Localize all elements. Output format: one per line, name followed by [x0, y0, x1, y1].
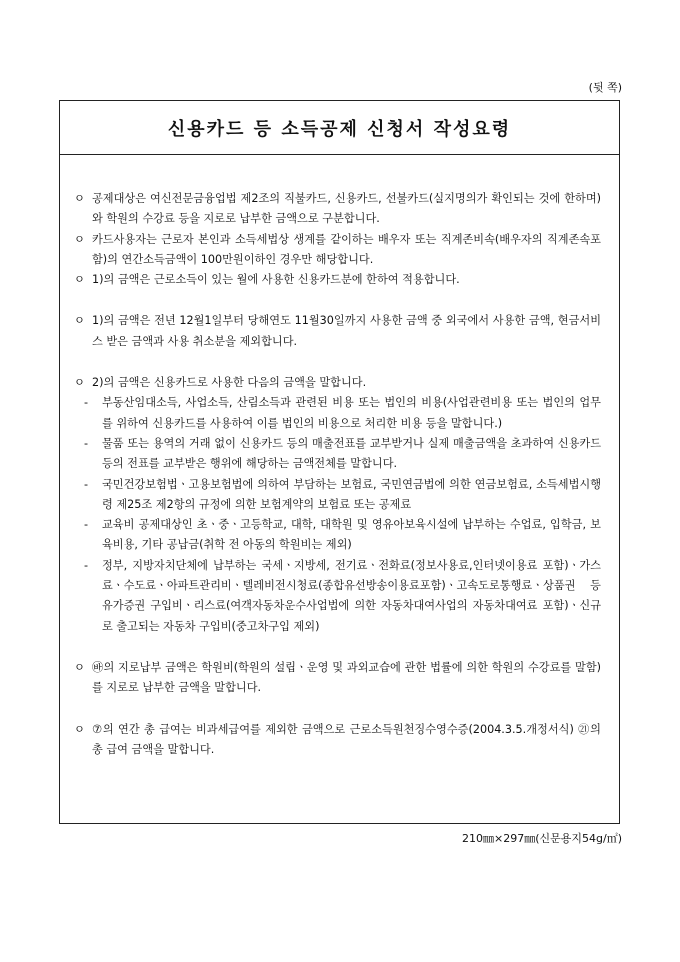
sub-item	[74, 515, 601, 556]
paragraph-gap	[74, 699, 601, 720]
dash-marker: -	[84, 518, 89, 532]
sub-item	[74, 556, 601, 637]
page-title: 신용카드 등 소득공제 신청서 작성요령	[167, 118, 512, 140]
item-text: 부동산임대소득, 사업소득, 산림소득과 관련된 비용 또는 법인의 비용(사업관련비용 또는 법인의 업무를 위하여 신용카드를 사용하여 이를 법인의 비용으로 처리한 비용 등을 말합니다.)	[102, 396, 601, 430]
bullet-marker: ㅇ	[74, 722, 85, 736]
bullet-marker: ㅇ	[74, 273, 85, 287]
dash-marker: -	[84, 436, 89, 450]
item-text: 정부, 지방자치단체에 납부하는 국세ㆍ지방세, 전기료ㆍ전화료(정보사용료,인터넷이용료 포함)ㆍ가스료ㆍ수도료ㆍ아파트관리비ㆍ텔레비전시청료(종합유선방송이용료포함)ㆍ고속도로통행료ㆍ상품권 등 유가증권 구입비ㆍ리스료(여객자동차운수사업법에 의한 자동차대여사업의 자동차대여료 포함)ㆍ신규로 출고되는 자동차 구입비(중고차구입 제외)	[102, 558, 601, 633]
sub-item	[74, 475, 601, 516]
sub-item	[74, 434, 601, 475]
dash-marker: -	[84, 558, 89, 572]
bullet-marker: ㅇ	[74, 314, 85, 328]
paragraph-gap	[74, 637, 601, 658]
item-text: 공제대상은 여신전문금융업법 제2조의 직불카드, 신용카드, 선불카드(실지명의가 확인되는 것에 한하며)와 학원의 수강료 등을 지로로 납부한 금액으로 구분합니다.	[92, 192, 601, 226]
guide-frame	[59, 100, 620, 824]
title-row	[60, 101, 619, 155]
paragraph-gap	[74, 290, 601, 311]
sub-item	[74, 393, 601, 434]
bullet-item	[74, 658, 601, 699]
bullet-marker: ㅇ	[74, 660, 85, 674]
bullet-item	[74, 311, 601, 352]
paragraph-gap	[74, 352, 601, 373]
back-page-label: (뒷 쪽)	[588, 81, 622, 94]
item-text: 국민건강보험법ㆍ고용보험법에 의하여 부담하는 보험료, 국민연금법에 의한 연금보험료, 소득세법시행령 제25조 제2항의 규정에 의한 보험계약의 보험료 또는 공제료	[102, 477, 601, 511]
bullet-marker: ㅇ	[74, 232, 85, 246]
bullet-item	[74, 270, 601, 290]
item-text: ⑦의 연간 총 급여는 비과세급여를 제외한 금액으로 근로소득원천징수영수증(2004.3.5.개정서식) ㉑의 총 급여 금액을 말합니다.	[92, 722, 601, 756]
bullet-item	[74, 230, 601, 271]
bullet-marker: ㅇ	[74, 376, 85, 390]
bullet-item	[74, 720, 601, 761]
item-text: 물품 또는 용역의 거래 없이 신용카드 등의 매출전표를 교부받거나 실제 매출금액을 초과하여 신용카드 등의 전표를 교부받은 행위에 해당하는 금액전체를 말합니다.	[102, 436, 601, 471]
bullet-item	[74, 189, 601, 230]
item-text: 카드사용자는 근로자 본인과 소득세법상 생계를 같이하는 배우자 또는 직계존비속(배우자의 직계존속포함)의 연간소득금액이 100만원이하인 경우만 해당합니다.	[92, 232, 601, 266]
item-text: ㉳의 지로납부 금액은 학원비(학원의 설립ㆍ운영 및 과외교습에 관한 법률에 의한 학원의 수강료를 말함)를 지로로 납부한 금액을 말합니다.	[92, 660, 601, 695]
bullet-item	[74, 373, 601, 393]
item-text: 1)의 금액은 근로소득이 있는 월에 사용한 신용카드분에 한하여 적용합니다.	[92, 273, 460, 287]
guide-content	[74, 189, 601, 760]
dash-marker: -	[84, 477, 89, 491]
item-text: 1)의 금액은 전년 12월1일부터 당해연도 11월30일까지 사용한 금액 중 외국에서 사용한 금액, 현금서비스 받은 금액과 사용 취소분을 제외합니다.	[92, 314, 601, 348]
item-text: 교육비 공제대상인 초ㆍ중ㆍ고등학교, 대학, 대학원 및 영유아보육시설에 납부하는 수업료, 입학금, 보육비용, 기타 공납금(취학 전 아동의 학원비는 제외)	[102, 518, 601, 552]
dash-marker: -	[84, 396, 89, 410]
bullet-marker: ㅇ	[74, 192, 85, 205]
item-text: 2)의 금액은 신용카드로 사용한 다음의 금액을 말합니다.	[92, 376, 367, 390]
paper-spec: 210㎜×297㎜(신문용지54g/㎡)	[462, 832, 622, 845]
